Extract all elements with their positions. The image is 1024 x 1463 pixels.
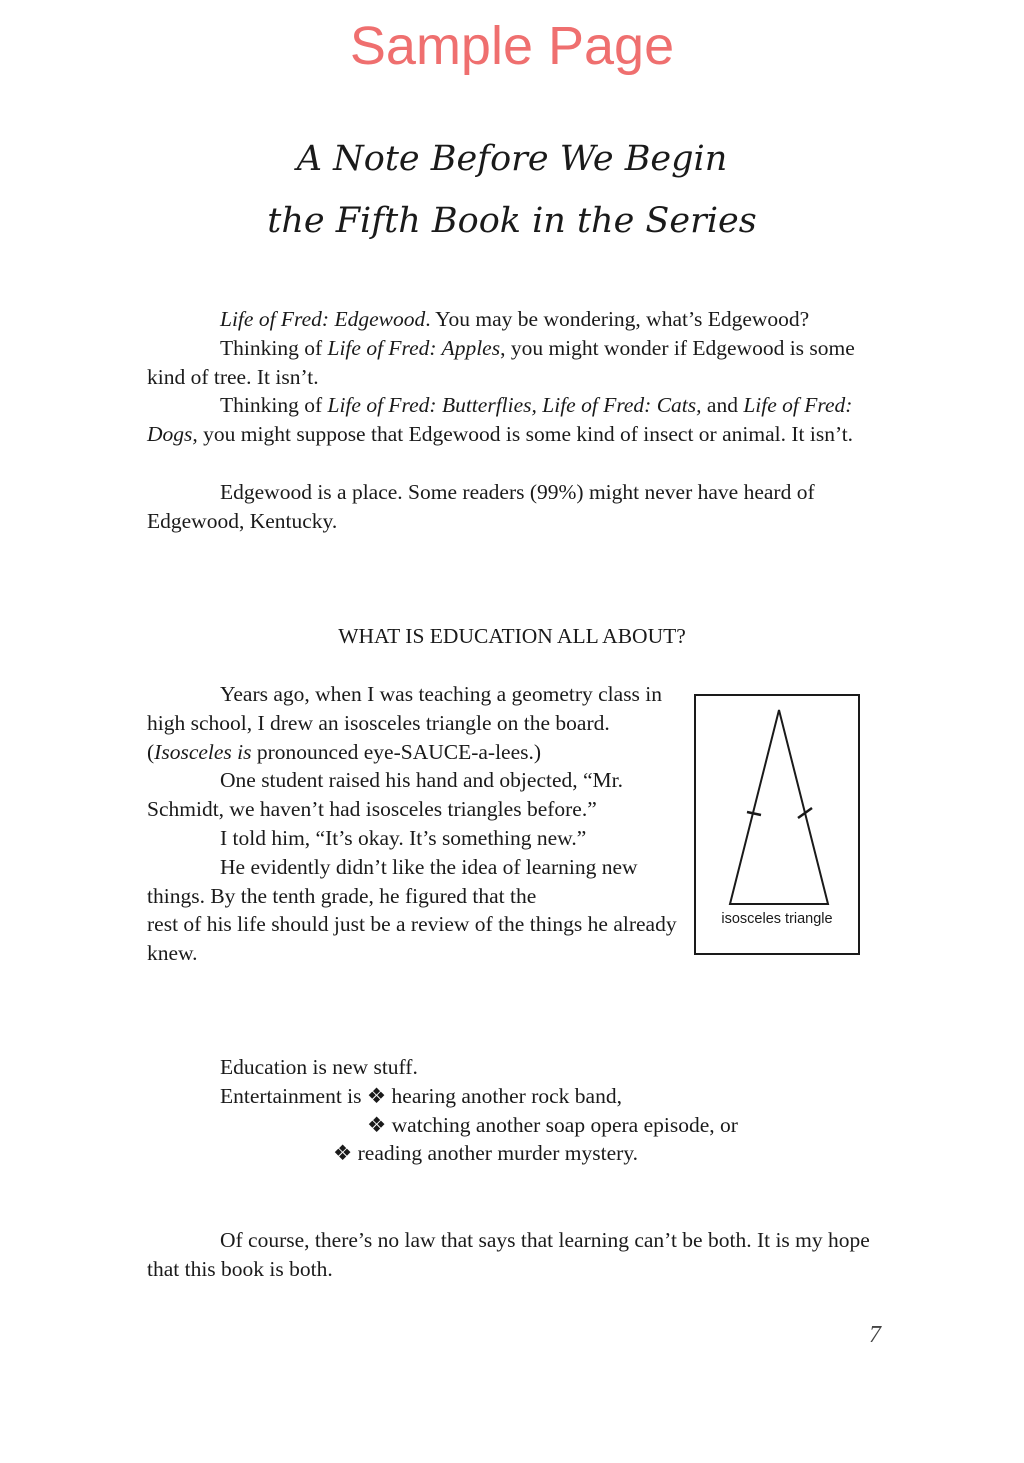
paragraph	[147, 391, 887, 449]
paragraph: One student raised his hand and objected, “Mr. Schmidt, we haven’t had isosceles triangles before.”	[147, 768, 624, 822]
text-span: and	[701, 393, 744, 418]
list-item: Entertainment is ❖ hearing another rock band,	[220, 1083, 622, 1108]
paragraph: Edgewood is a place. Some readers (99%) might never have heard of Edgewood, Kentucky.	[147, 479, 815, 533]
isosceles-triangle-figure	[694, 694, 860, 955]
paragraph	[147, 334, 887, 392]
paragraph-continued: rest of his life should just be a review of the things he already knew.	[147, 912, 677, 966]
text-span: pronounced eye-SAUCE-a-lees.)	[251, 739, 542, 764]
emphasis: Isosceles is	[154, 739, 252, 764]
paragraph	[147, 305, 887, 334]
book-title: Life of Fred: Edgewood	[220, 307, 426, 331]
list-item: ❖ watching another soap opera episode, or	[367, 1112, 738, 1137]
intro-section	[147, 305, 887, 535]
paragraph	[147, 680, 677, 766]
paragraph: He evidently didn’t like the idea of learning new things. By the tenth grade, he figured that the	[147, 854, 638, 908]
entertainment-list	[220, 1053, 900, 1168]
text-span: Thinking of	[220, 393, 328, 418]
text-span: , you might wonder if Edgewood is some kind of tree. It isn’t.	[147, 335, 855, 389]
text-span: Years ago, when I was teaching a geometry class in high school, I drew an isosceles triangle on the board. (	[147, 682, 663, 764]
story-wrapped	[147, 680, 677, 910]
paragraph: I told him, “It’s okay. It’s something new.”	[220, 825, 587, 850]
text-span: you might suppose that Edgewood is some kind of insect or animal. It isn’t.	[197, 422, 854, 447]
book-title: Life of Fred: Apples	[327, 335, 501, 360]
education-line: Education is new stuff.	[220, 1055, 418, 1079]
closing-paragraph	[147, 1226, 887, 1284]
title-line-1: A Note Before We Begin	[296, 139, 728, 179]
triangle-shape	[730, 710, 828, 904]
sample-page-watermark: Sample Page	[349, 16, 675, 76]
figure-caption: isosceles triangle	[721, 911, 833, 927]
paragraph: Of course, there’s no law that says that learning can’t be both. It is my hope that this book is both.	[147, 1228, 870, 1281]
section-heading: WHAT IS EDUCATION ALL ABOUT?	[338, 624, 686, 648]
book-title: Life of Fred: Butterflies, Life of Fred: Cats,	[327, 393, 702, 418]
book-title: Life of Fred: Dogs,	[147, 393, 853, 447]
list-item: ❖ reading another murder mystery.	[333, 1141, 639, 1166]
tick-mark-left	[747, 812, 761, 815]
text-span: . You may be wondering, what’s Edgewood?	[425, 307, 810, 331]
page-title	[0, 128, 1024, 252]
page-number: 7	[869, 1322, 881, 1348]
text-span: Thinking of	[220, 335, 328, 360]
title-line-2: the Fifth Book in the Series	[267, 201, 757, 241]
